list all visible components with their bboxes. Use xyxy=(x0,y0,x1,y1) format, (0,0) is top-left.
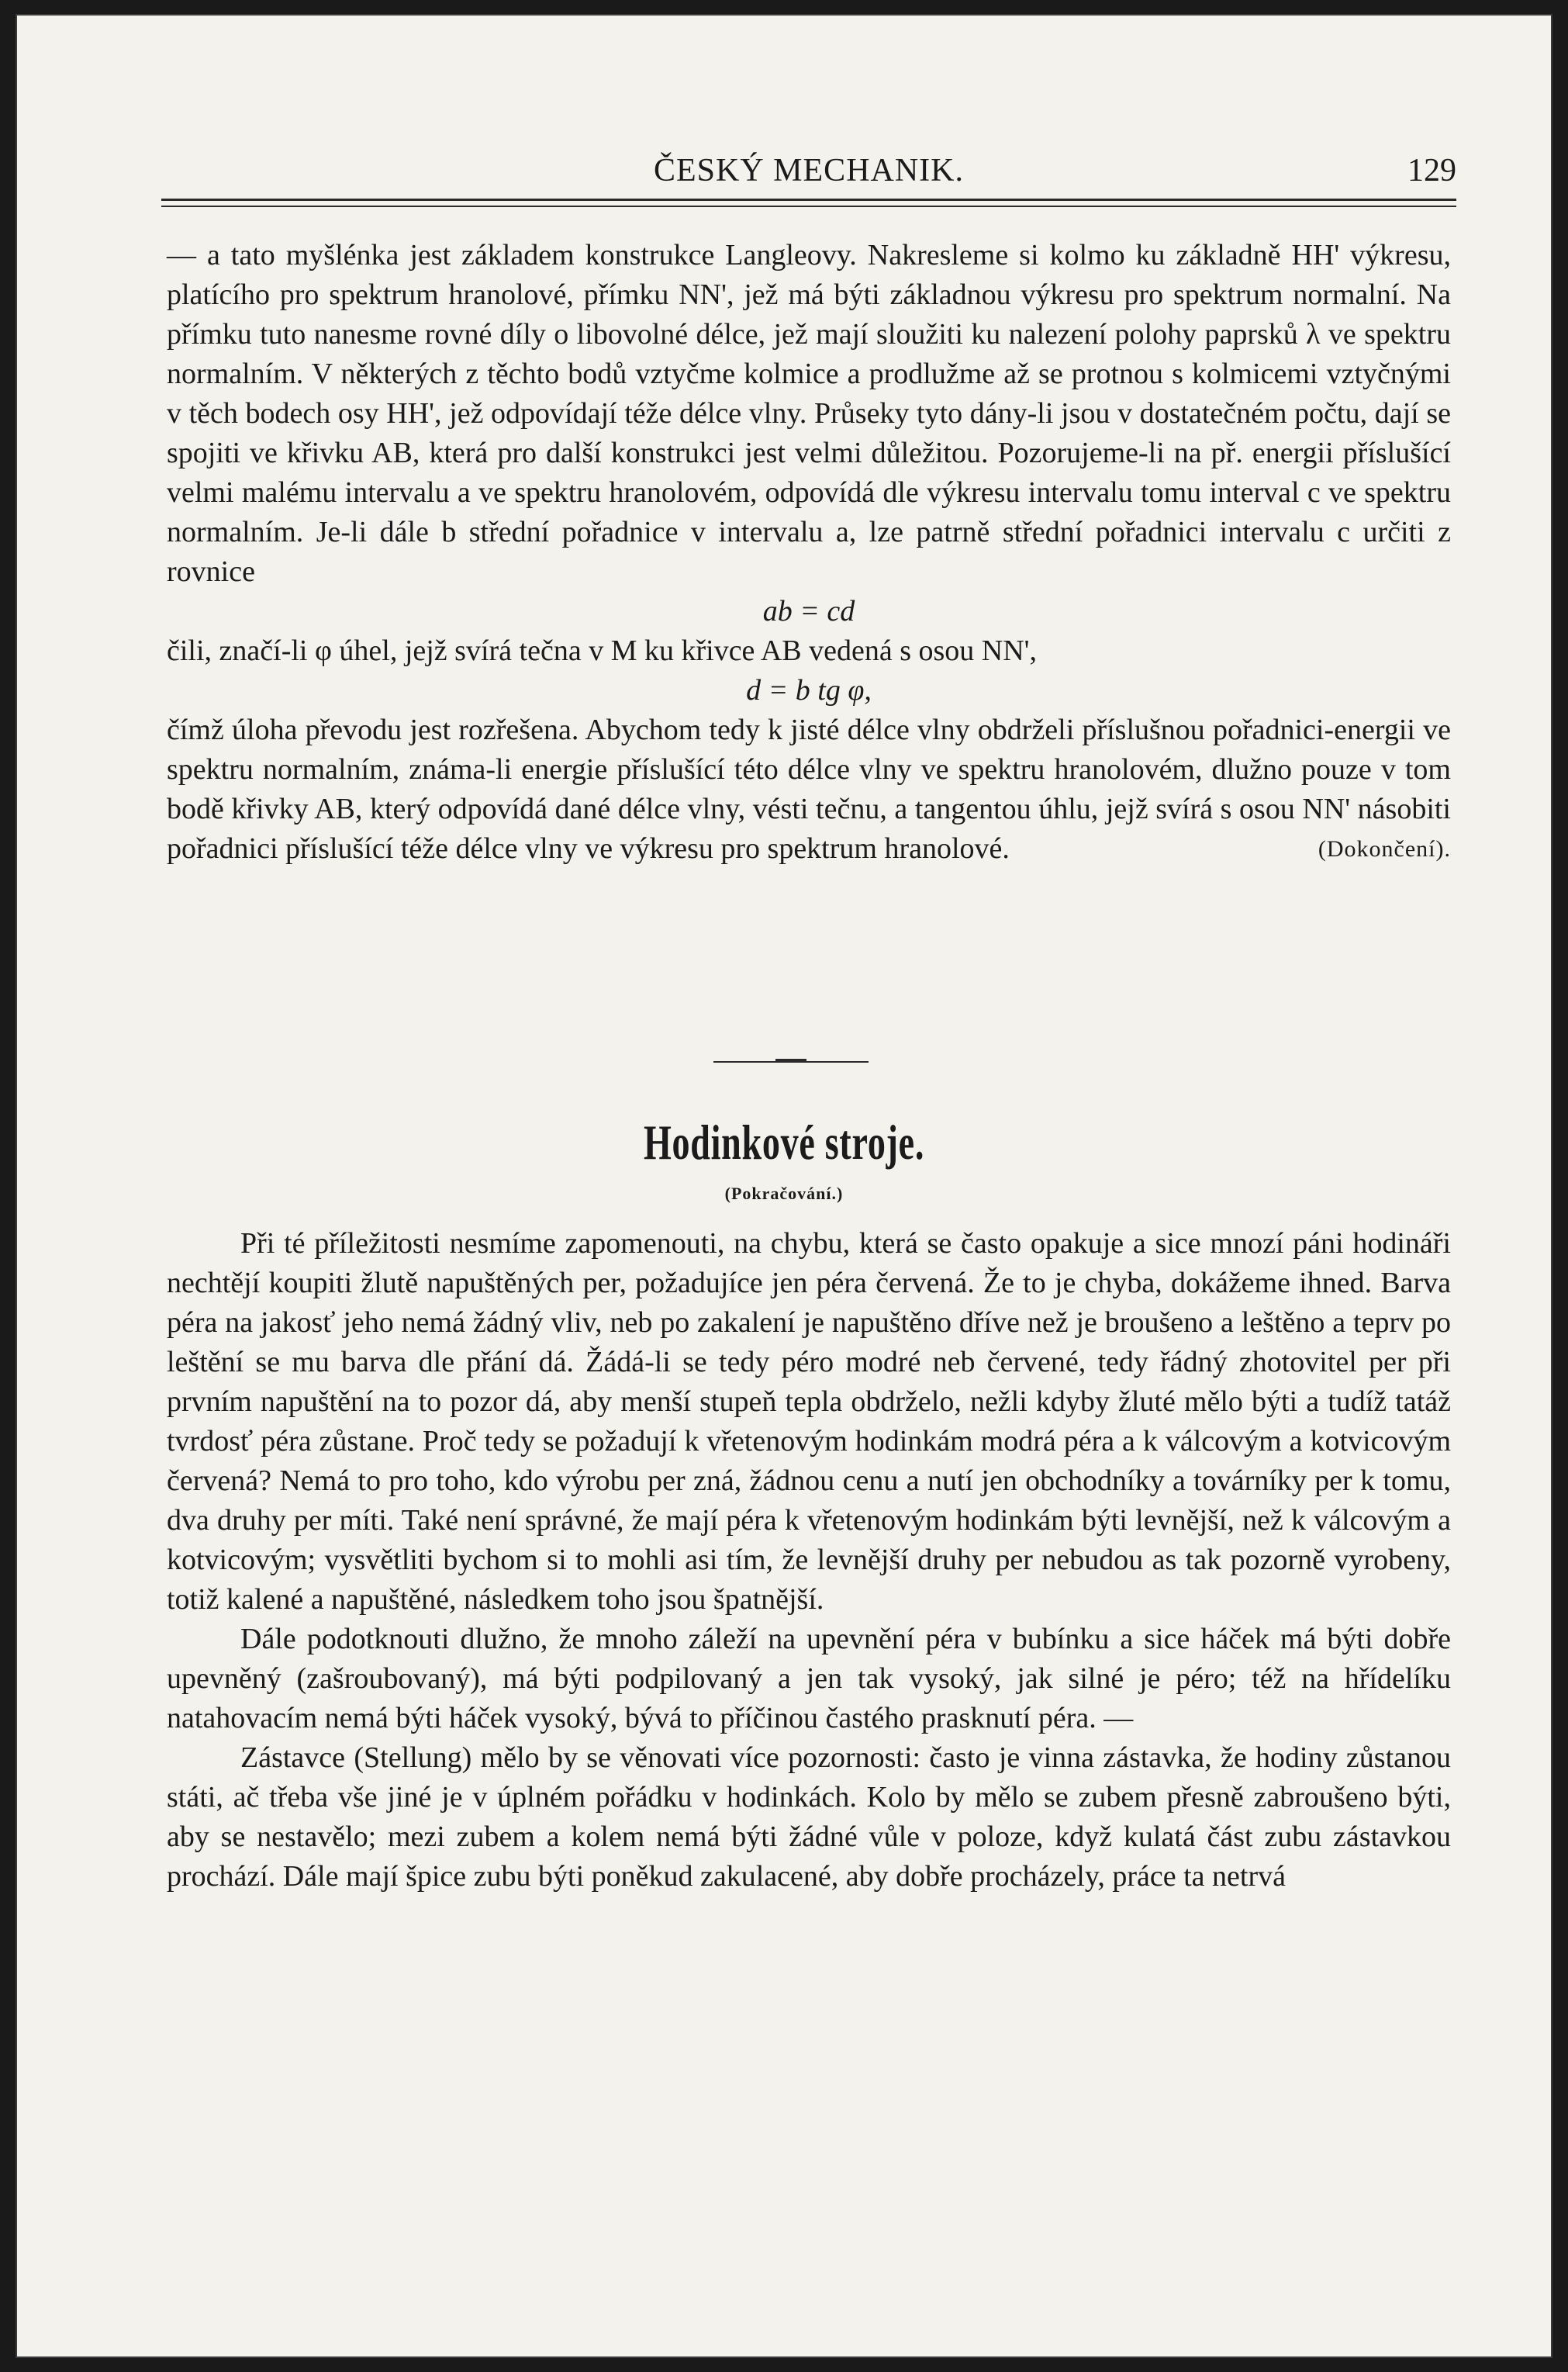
section-divider xyxy=(713,1061,869,1063)
article-continued xyxy=(167,236,1451,869)
journal-title: ČESKÝ MECHANIK. xyxy=(653,153,964,188)
running-header xyxy=(161,152,1456,191)
article-subheading: (Pokračování.) xyxy=(724,1184,844,1203)
paragraph-stopwork: Zástavce (Stellung) mělo by se věnovati více pozornosti: často je vinna zástavka, že hodiny zůstanou státi, ač třeba vše jiné je v úplném pořádku v hodinkách. Kolo by mělo se zubem přesně zabroušeno býti, aby se nestavělo; mezi zubem a kolem nemá býti žádné vůle v poloze, když kulatá část zubu zástavkou prochází. Dále mají špice zubu býti poněkud zakulacené, aby dobře procházely, práce ta netrvá xyxy=(167,1741,1451,1893)
continuation-note: (Dokončení). xyxy=(1318,836,1451,862)
article-heading: Hodinkové stroje. xyxy=(643,1115,925,1170)
paragraph-conversion-text: čímž úloha převodu jest rozřešena. Abychom tedy k jisté délce vlny obdrželi příslušnou pořadnici-energii ve spektru normalním, známa-li energie příslušící této délce vlny ve spektru hranolovém, dlužno pouze v tom bodě křivky AB, který odpovídá dané délce vlny, vésti tečnu, a tangentou úhlu, jejž svírá s osou NN' násobiti pořadnici příslušící téže délce vlny ve výkresu pro spektrum hranolové. xyxy=(167,714,1451,865)
paragraph-conversion xyxy=(167,711,1451,869)
formula-ab-cd: ab = cd xyxy=(762,595,855,628)
article-watch-mechanisms xyxy=(167,1224,1451,1897)
header-rule-top xyxy=(161,199,1456,201)
paragraph-tangent-angle: čili, značí-li φ úhel, jejž svírá tečna v M ku křivce AB vedená s osou NN', xyxy=(167,634,1038,667)
formula-d-b-tg: d = b tg φ, xyxy=(746,674,872,707)
paragraph-barrel-hook: Dále podotknouti dlužno, že mnoho záleží na upevnění péra v bubínku a sice háček má býti dobře upevněný (zašroubovaný), má býti podpilovaný a jen tak vysoký, jak silné je péro; též na hřídelíku natahovacím nemá býti háček vysoký, bývá to příčinou častého prasknutí péra. — xyxy=(167,1623,1451,1734)
scanned-page xyxy=(16,14,1552,2358)
header-rule-bottom xyxy=(161,206,1456,207)
paragraph-spring-colors: Při té příležitosti nesmíme zapomenouti, na chybu, která se často opakuje a sice mnozí páni hodináři nechtějí koupiti žlutě napuštěných per, požadujíce jen péra červená. Že to je chyba, dokážeme ihned. Barva péra na jakosť jeho nemá žádný vliv, neb po zakalení je napuštěno dříve než je broušeno a leštěno a teprv po leštění se mu barva dle přání dá. Žádá-li se tedy péro modré neb červené, tedy řádný zhotovitel per při prvním napuštění na to pozor dá, aby menší stupeň tepla obdrželo, nežli kdyby žluté mělo býti a tudíž tatáž tvrdosť péra zůstane. Proč tedy se požadují k vřetenovým hodinkám modrá péra a k válcovým a kotvicovým červená? Nemá to pro toho, kdo výrobu per zná, žádnou cenu a nutí jen obchodníky a továrníky per k tomu, dva druhy per míti. Také není správné, že mají péra k vřetenovým hodinkám býti levnější, než k válcovým a kotvicovým; vysvětliti bychom si to mohli asi tím, že levnější druhy per nebudou as tak pozorně vyrobeny, totiž kalené a napuštěné, následkem toho jsou špatnější. xyxy=(167,1227,1451,1616)
page-number: 129 xyxy=(1407,153,1456,188)
paragraph-langley: — a tato myšlénka jest základem konstrukce Langleovy. Nakresleme si kolmo ku základně HH' výkresu, platícího pro spektrum hranolové, přímku NN', jež má býti základnou výkresu pro spektrum normalní. Na přímku tuto nanesme rovné díly o libovolné délce, jež mají sloužiti ku nalezení polohy paprsků λ ve spektru normalním. V některých z těchto bodů vztyčme kolmice a prodlužme až se protnou s kolmicemi vztyčnými v těch bodech osy HH', jež odpovídají téže délce vlny. Průseky tyto dány-li jsou v dostatečném počtu, dají se spojiti ve křivku AB, která pro další konstrukci jest velmi důležitou. Pozorujeme-li na př. energii příslušící velmi malému intervalu a ve spektru hranolovém, odpovídá dle výkresu intervalu tomu interval c ve spektru normalním. Je-li dále b střední pořadnice v intervalu a, lze patrně střední pořadnici intervalu c určiti z rovnice xyxy=(167,239,1451,588)
